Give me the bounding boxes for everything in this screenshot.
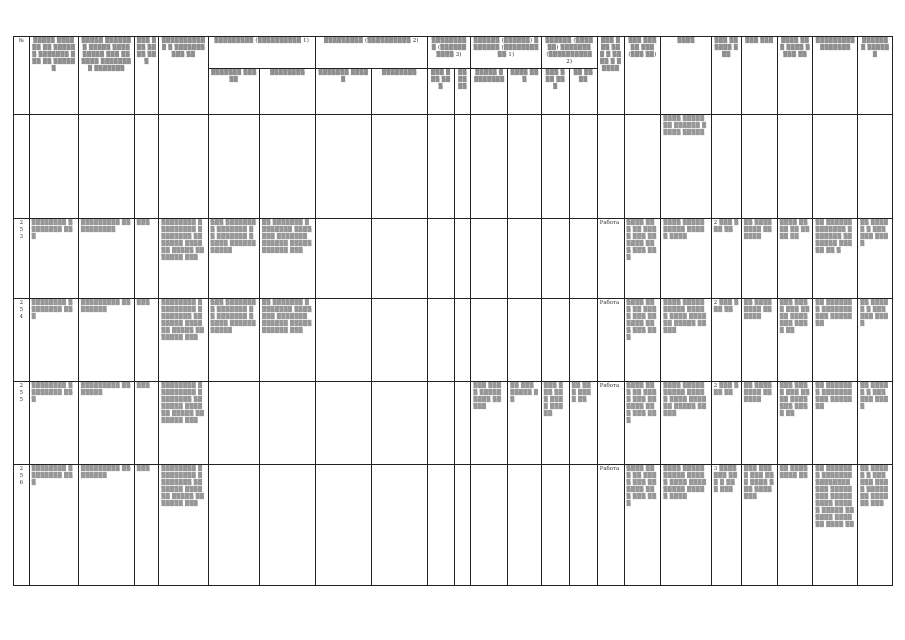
table-row [14, 382, 893, 465]
header-col-18: ▒▒▒ ▒▒▒ [741, 37, 777, 115]
cell-c3: ▒▒▒ [134, 465, 159, 586]
cell-g4v [508, 465, 542, 586]
cell-g1n [208, 382, 259, 465]
cell-g2v [371, 382, 427, 465]
table-cell [454, 115, 471, 219]
cell-c21: ▒▒ ▒▒▒▒▒ ▒ ▒▒▒▒▒▒ ▒▒▒▒ [858, 219, 893, 299]
header-group-1: ▒▒▒▒▒▒▒▒▒ (▒▒▒▒▒▒▒▒▒▒ 1) [208, 37, 315, 69]
cell-c3: ▒▒▒ [134, 219, 159, 299]
header-sub-name: ▒▒▒▒▒▒▒ ▒▒▒▒▒ [208, 69, 259, 115]
table-row [14, 219, 893, 299]
cell-c4: ▒▒▒▒▒▒▒▒ ▒▒▒▒▒▒▒▒▒ ▒▒▒▒▒▒▒▒ ▒▒▒▒▒▒▒ ▒▒▒▒▒▒ ▒▒▒▒▒ ▒▒▒▒▒▒▒ ▒▒▒ [159, 382, 208, 465]
cell-g4v [508, 299, 542, 382]
header-group-4: ▒▒▒▒▒▒ (▒▒▒▒▒▒) ▒▒▒▒▒▒▒ (▒▒▒▒▒▒▒▒▒▒ 1) [471, 37, 541, 69]
header-sub-value: ▒▒▒▒▒▒▒▒ [371, 69, 427, 115]
cell-g5v [569, 465, 597, 586]
register-table [13, 36, 893, 586]
cell-c20: ▒▒ ▒▒▒▒▒▒ ▒▒▒▒▒▒▒ ▒▒▒▒▒▒▒ ▒▒▒▒▒▒▒ ▒▒▒▒▒ ▒▒ ▒ [813, 219, 858, 299]
header-col-20: ▒▒▒▒▒▒▒▒▒ ▒▒▒▒▒▒▒ [813, 37, 858, 115]
cell-g5v [569, 219, 597, 299]
cell-c17: 2 ▒▒▒ ▒▒▒ ▒▒ [711, 382, 741, 465]
table-row [14, 299, 893, 382]
cell-c2: ▒▒▒▒▒▒▒▒▒ ▒▒▒▒▒▒▒ [78, 382, 134, 465]
cell-c17: 2 ▒▒▒ ▒▒▒ ▒▒ [711, 299, 741, 382]
cell-g4n [471, 465, 508, 586]
header-group-2: ▒▒▒▒▒▒▒▒▒ (▒▒▒▒▒▒▒▒▒▒ 2) [315, 37, 427, 69]
cell-c16: ▒▒▒▒ ▒▒▒▒▒ ▒▒▒▒▒ ▒▒▒▒▒ ▒▒▒▒ ▒▒▒▒▒▒ ▒▒▒▒▒ ▒▒▒▒▒ [661, 382, 711, 465]
table-cell [741, 115, 777, 219]
cell-c14: Работа [597, 382, 624, 465]
cell-g3n [427, 382, 454, 465]
cell-g2v [371, 219, 427, 299]
cell-c1: ▒▒▒▒▒▒▒▒ ▒▒▒▒▒▒▒▒ ▒▒▒ [29, 299, 78, 382]
table-cell [777, 115, 813, 219]
cell-c16: ▒▒▒▒ ▒▒▒▒▒ ▒▒▒▒▒ ▒▒▒▒▒ ▒▒▒▒ [661, 219, 711, 299]
cell-g2v [371, 299, 427, 382]
cell-c2: ▒▒▒▒▒▒▒▒▒ ▒▒▒▒▒▒▒▒▒▒ [78, 219, 134, 299]
table-cell [813, 115, 858, 219]
cell-g3v [454, 382, 471, 465]
cell-c16: ▒▒▒▒ ▒▒▒▒▒ ▒▒▒▒▒ ▒▒▒▒▒ ▒▒▒▒ ▒▒▒▒▒▒ ▒▒▒▒▒ ▒▒▒▒▒ [661, 299, 711, 382]
cell-c18: ▒▒▒ ▒▒▒▒ ▒▒▒ ▒▒▒ ▒▒▒▒ ▒▒▒ ▒▒▒▒ ▒▒▒ [741, 465, 777, 586]
cell-c15: ▒▒▒▒ ▒▒▒ ▒▒ ▒▒▒▒ ▒▒▒ ▒▒ ▒▒▒▒ ▒▒▒ ▒▒▒ ▒▒▒ [624, 465, 661, 586]
header-col-15: ▒▒▒ ▒▒▒ ▒▒ ▒▒▒ (▒▒▒ ▒▒) [624, 37, 661, 115]
header-sub-value: ▒▒▒▒ ▒▒▒ [508, 69, 542, 115]
table-cell [569, 115, 597, 219]
cell-g3n [427, 465, 454, 586]
header-sub-name: ▒▒▒ ▒▒▒ ▒▒▒ [541, 69, 569, 115]
cell-c20: ▒▒ ▒▒▒▒▒▒▒ ▒▒▒▒▒▒▒ ▒▒▒▒▒▒▒▒ ▒▒▒ ▒▒▒▒▒ ▒▒▒ ▒▒▒▒▒ ▒▒▒▒ ▒▒▒▒▒ ▒▒▒▒▒ ▒▒▒▒▒▒ ▒▒▒▒▒▒ ▒▒▒▒ ▒▒ [813, 465, 858, 586]
cell-g2n [315, 299, 371, 382]
cell-g3v [454, 299, 471, 382]
cell-c14: Работа [597, 465, 624, 586]
table-cell [541, 115, 569, 219]
header-number: № [14, 37, 30, 115]
cell-c21: ▒▒ ▒▒▒▒▒ ▒ ▒▒▒▒▒▒ ▒▒▒▒ [858, 382, 893, 465]
table-cell [624, 115, 661, 219]
header-sub-name: ▒▒▒▒▒▒▒ ▒▒▒▒▒ [315, 69, 371, 115]
cell-c14: Работа [597, 299, 624, 382]
table-cell [259, 115, 315, 219]
table-cell [427, 115, 454, 219]
table-header [14, 37, 893, 115]
cell-g1n [208, 465, 259, 586]
header-col-17: ▒▒▒ ▒▒ ▒▒▒▒ ▒▒▒ [711, 37, 741, 115]
header-col-3: ▒▒▒ ▒▒▒ ▒▒▒▒ ▒▒▒ [134, 37, 159, 115]
cell-g5n [541, 299, 569, 382]
cell-c18: ▒▒ ▒▒▒▒ ▒▒▒▒ ▒▒ ▒▒▒▒ [741, 299, 777, 382]
row-number: 2 5 5 [14, 382, 30, 465]
cell-c3: ▒▒▒ [134, 299, 159, 382]
header-sub-value: ▒▒▒▒▒▒▒▒ [259, 69, 315, 115]
table-cell [315, 115, 371, 219]
cell-c1: ▒▒▒▒▒▒▒▒ ▒▒▒▒▒▒▒▒ ▒▒▒ [29, 219, 78, 299]
header-col-19: ▒▒▒▒ ▒▒▒ ▒▒▒▒ ▒▒▒▒ ▒▒ [777, 37, 813, 115]
cell-c19: ▒▒▒ ▒▒▒▒ ▒▒▒ ▒▒▒▒ ▒▒▒▒ ▒▒▒ ▒▒▒▒ ▒▒ [777, 382, 813, 465]
cell-c1: ▒▒▒▒▒▒▒▒ ▒▒▒▒▒▒▒▒ ▒▒▒ [29, 382, 78, 465]
spacer-cell-col-15: ▒▒▒▒ ▒▒▒▒▒▒▒ ▒▒▒▒▒▒ ▒▒▒▒▒ ▒▒▒▒▒ [661, 115, 711, 219]
cell-g5n [541, 465, 569, 586]
cell-g3v [454, 219, 471, 299]
table-cell [858, 115, 893, 219]
cell-g5v: ▒▒ ▒▒▒ ▒▒▒▒ ▒▒ [569, 382, 597, 465]
cell-g1v: ▒▒ ▒▒▒▒▒▒▒ ▒▒▒▒▒▒▒▒ ▒▒▒▒▒▒▒ ▒▒▒▒▒▒▒ ▒▒▒▒▒▒ ▒▒▒▒▒ ▒▒▒▒▒▒ ▒▒▒ [259, 299, 315, 382]
table-cell [78, 115, 134, 219]
cell-c15: ▒▒▒▒ ▒▒▒ ▒▒ ▒▒▒▒ ▒▒▒ ▒▒ ▒▒▒▒ ▒▒▒ ▒▒▒ ▒▒▒ [624, 219, 661, 299]
cell-c18: ▒▒ ▒▒▒▒ ▒▒▒▒ ▒▒ ▒▒▒▒ [741, 219, 777, 299]
cell-g4v: ▒▒ ▒▒▒ ▒▒▒▒▒ ▒▒ [508, 382, 542, 465]
table-cell [471, 115, 508, 219]
header-sub-name: ▒▒▒ ▒▒▒ ▒▒▒ [427, 69, 454, 115]
cell-c15: ▒▒▒▒ ▒▒▒ ▒▒ ▒▒▒▒ ▒▒▒ ▒▒ ▒▒▒▒ ▒▒▒ ▒▒▒ ▒▒▒ [624, 299, 661, 382]
cell-c4: ▒▒▒▒▒▒▒▒ ▒▒▒▒▒▒▒▒▒ ▒▒▒▒▒▒▒▒ ▒▒▒▒▒▒▒ ▒▒▒▒▒▒ ▒▒▒▒▒ ▒▒▒▒▒▒▒ ▒▒▒ [159, 219, 208, 299]
cell-g2v [371, 465, 427, 586]
cell-c16: ▒▒▒▒ ▒▒▒▒▒ ▒▒▒▒▒ ▒▒▒▒▒ ▒▒▒▒ ▒▒▒▒ ▒▒▒▒▒ ▒▒▒▒▒ ▒▒▒▒ [661, 465, 711, 586]
cell-g4n: ▒▒▒ ▒▒▒▒ ▒▒▒▒▒ ▒▒▒▒ ▒▒▒▒▒ [471, 382, 508, 465]
cell-g1v [259, 465, 315, 586]
cell-c2: ▒▒▒▒▒▒▒▒▒ ▒▒▒▒▒▒▒▒ [78, 465, 134, 586]
table-cell [597, 115, 624, 219]
cell-g1n: ▒▒▒ ▒▒▒▒▒▒▒ ▒ ▒▒▒▒▒▒▒ ▒▒ ▒▒▒▒▒▒▒ ▒ ▒▒▒▒ ▒▒▒▒▒▒ ▒▒▒▒▒ [208, 219, 259, 299]
cell-g1n: ▒▒▒ ▒▒▒▒▒▒▒ ▒ ▒▒▒▒▒▒▒ ▒▒ ▒▒▒▒▒▒▒ ▒ ▒▒▒▒ ▒▒▒▒▒▒ ▒▒▒▒▒ [208, 299, 259, 382]
cell-c20: ▒▒ ▒▒▒▒▒▒▒ ▒▒▒▒▒▒▒ ▒▒▒ ▒▒▒▒▒ ▒▒ [813, 299, 858, 382]
cell-c17: 3 ▒▒▒▒ ▒▒▒ ▒▒▒ ▒ ▒▒▒ ▒▒▒ [711, 465, 741, 586]
table-body [14, 115, 893, 586]
cell-c4: ▒▒▒▒▒▒▒▒ ▒▒▒▒▒▒▒▒▒ ▒▒▒▒▒▒▒▒ ▒▒▒▒▒▒▒ ▒▒▒▒▒▒ ▒▒▒▒▒ ▒▒▒▒▒▒▒ ▒▒▒ [159, 465, 208, 586]
cell-c19: ▒▒▒▒ ▒▒▒▒ ▒▒ ▒▒▒▒ ▒▒ [777, 219, 813, 299]
cell-g1v: ▒▒ ▒▒▒▒▒▒▒ ▒▒▒▒▒▒▒▒ ▒▒▒▒▒▒▒ ▒▒▒▒▒▒▒ ▒▒▒▒▒▒ ▒▒▒▒▒ ▒▒▒▒▒▒ ▒▒▒ [259, 219, 315, 299]
cell-c15: ▒▒▒▒ ▒▒▒ ▒▒ ▒▒▒▒ ▒▒▒ ▒▒ ▒▒▒▒ ▒▒▒ ▒▒▒ ▒▒▒ [624, 382, 661, 465]
cell-c14: Работа [597, 219, 624, 299]
cell-g4v [508, 219, 542, 299]
cell-g2n [315, 382, 371, 465]
cell-g5n: ▒▒▒ ▒▒▒ ▒▒▒ ▒▒▒▒ ▒▒▒▒▒ [541, 382, 569, 465]
table-cell [134, 115, 159, 219]
document-page [13, 36, 893, 586]
cell-c3: ▒▒▒ [134, 382, 159, 465]
header-col-2: ▒▒▒▒▒ ▒▒▒▒▒▒▒ ▒▒▒▒▒ ▒▒▒▒▒▒▒▒▒ ▒▒▒ ▒▒▒▒▒▒ ▒▒▒▒▒▒▒▒ ▒▒▒▒▒▒▒ [78, 37, 134, 115]
cell-c21: ▒▒ ▒▒▒▒▒ ▒ ▒▒▒▒▒▒ ▒▒▒▒ [858, 299, 893, 382]
cell-c1: ▒▒▒▒▒▒▒▒ ▒▒▒▒▒▒▒▒ ▒▒▒ [29, 465, 78, 586]
cell-g1v [259, 382, 315, 465]
cell-c21: ▒▒ ▒▒▒▒▒ ▒ ▒▒▒▒▒▒ ▒▒▒ ▒ ▒▒▒▒▒▒▒ ▒▒▒▒▒▒ ▒▒▒ [858, 465, 893, 586]
row-number: 2 5 6 [14, 465, 30, 586]
cell-c20: ▒▒ ▒▒▒▒▒▒▒ ▒▒▒▒▒▒▒ ▒▒▒ ▒▒▒▒▒ ▒▒ [813, 382, 858, 465]
table-row [14, 465, 893, 586]
table-cell [208, 115, 259, 219]
header-group-3: ▒▒▒▒▒▒▒▒▒ (▒▒▒▒▒▒▒▒▒▒ 3) [427, 37, 471, 69]
cell-g2n [315, 465, 371, 586]
header-sub-value: ▒▒ ▒▒ ▒▒ [569, 69, 597, 115]
cell-g5n [541, 219, 569, 299]
table-cell [29, 115, 78, 219]
cell-g3n [427, 299, 454, 382]
cell-g4n [471, 219, 508, 299]
header-col-1: ▒▒▒▒▒ ▒▒▒▒▒▒ ▒▒ ▒▒▒▒▒▒ ▒▒▒▒▒▒▒ ▒▒▒ ▒▒ ▒▒▒▒▒▒ [29, 37, 78, 115]
table-cell [371, 115, 427, 219]
row-number: 2 5 3 [14, 219, 30, 299]
cell-c18: ▒▒ ▒▒▒▒ ▒▒▒▒ ▒▒ ▒▒▒▒ [741, 382, 777, 465]
table-cell [159, 115, 208, 219]
cell-c19: ▒▒▒ ▒▒▒▒ ▒▒▒ ▒▒▒▒ ▒▒▒▒ ▒▒▒ ▒▒▒▒ ▒▒ [777, 299, 813, 382]
table-cell [14, 115, 30, 219]
row-number: 2 5 4 [14, 299, 30, 382]
cell-g2n [315, 219, 371, 299]
table-row-spacer [14, 115, 893, 219]
cell-g4n [471, 299, 508, 382]
table-cell [711, 115, 741, 219]
header-group-5: ▒▒▒▒▒▒ (▒▒▒▒▒▒) ▒▒▒▒▒▒▒ (▒▒▒▒▒▒▒▒▒▒ 2) [541, 37, 597, 69]
cell-c4: ▒▒▒▒▒▒▒▒ ▒▒▒▒▒▒▒▒▒ ▒▒▒▒▒▒▒▒ ▒▒▒▒▒▒▒ ▒▒▒▒▒▒ ▒▒▒▒▒ ▒▒▒▒▒▒▒ ▒▒▒ [159, 299, 208, 382]
cell-c2: ▒▒▒▒▒▒▒▒▒ ▒▒▒▒▒▒▒▒ [78, 299, 134, 382]
cell-g3n [427, 219, 454, 299]
cell-g5v [569, 299, 597, 382]
cell-c17: 2 ▒▒▒ ▒▒▒ ▒▒ [711, 219, 741, 299]
cell-g3v [454, 465, 471, 586]
header-col-16: ▒▒▒▒ [661, 37, 711, 115]
cell-c19: ▒▒ ▒▒▒▒ ▒▒▒▒ ▒▒ [777, 465, 813, 586]
header-sub-name: ▒▒▒▒▒ ▒▒▒▒▒▒▒▒ [471, 69, 508, 115]
table-cell [508, 115, 542, 219]
header-col-14: ▒▒▒ ▒▒▒ ▒▒▒ ▒ ▒▒▒▒ ▒ ▒▒▒▒▒ [597, 37, 624, 115]
header-sub-value: ▒▒ ▒▒ ▒▒ [454, 69, 471, 115]
header-col-4: ▒▒▒▒▒▒▒▒▒▒▒ ▒ ▒▒▒▒▒▒▒▒▒▒ ▒▒ [159, 37, 208, 115]
header-col-21: ▒▒▒▒▒▒▒ ▒▒▒▒▒▒ [858, 37, 893, 115]
